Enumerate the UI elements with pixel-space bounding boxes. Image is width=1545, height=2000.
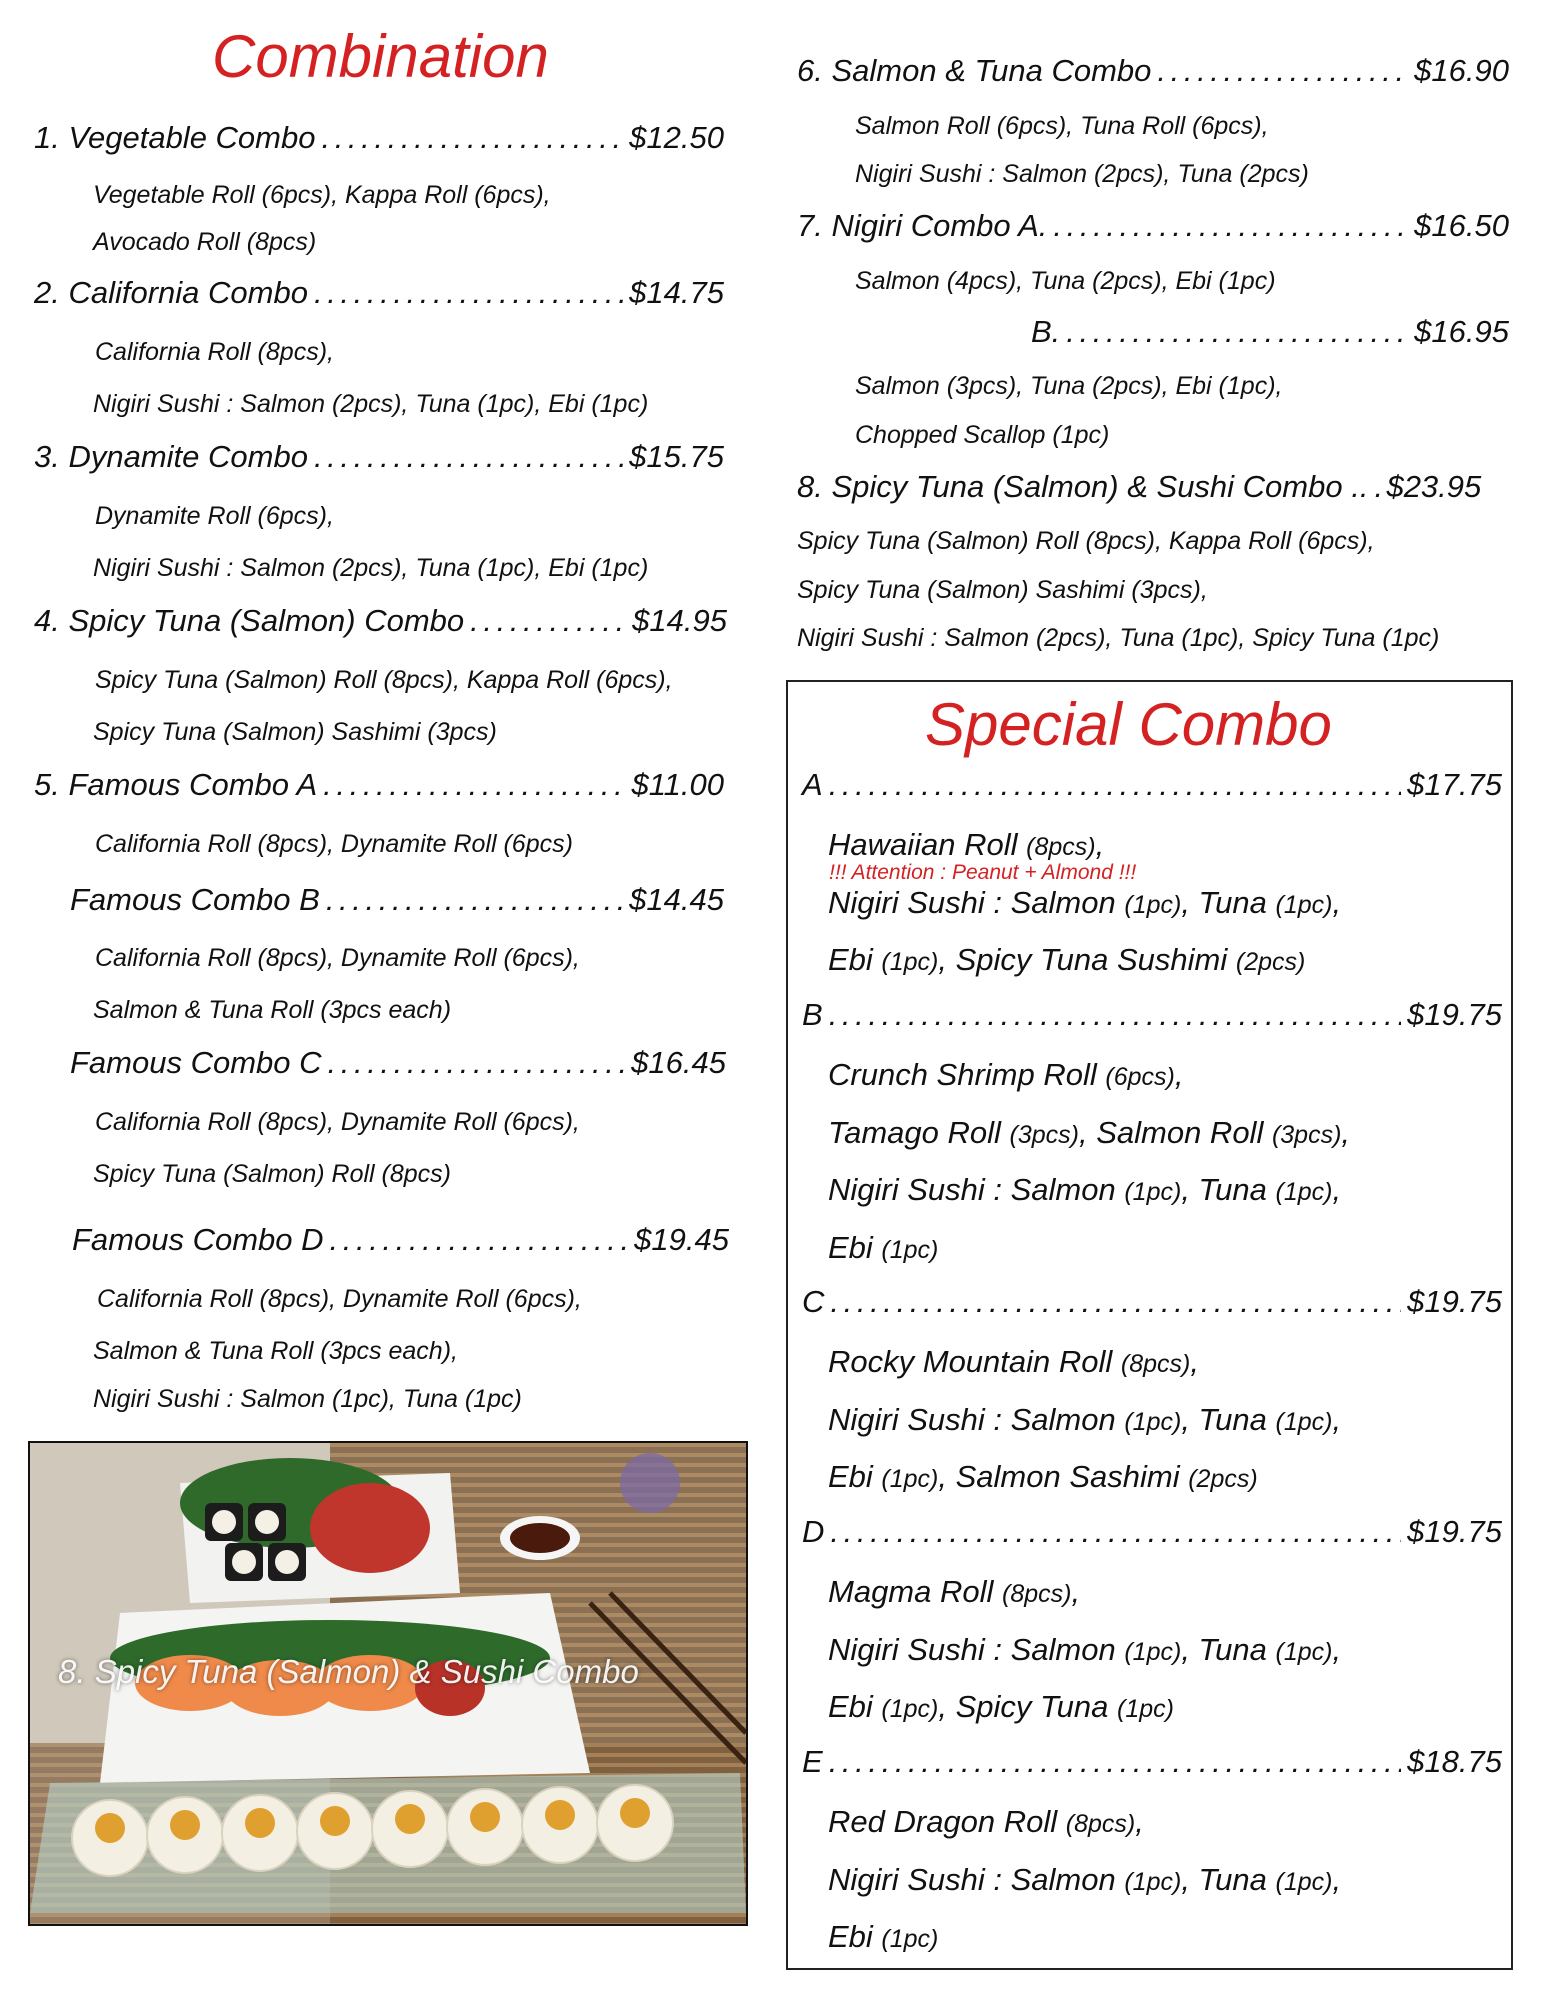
- item-name: 8. Spicy Tuna (Salmon) & Sushi Combo ..: [797, 469, 1369, 504]
- item-name: 6. Salmon & Tuna Combo: [797, 53, 1152, 88]
- item-description: Nigiri Sushi : Salmon (2pcs), Tuna (1pc), Spicy Tuna (1pc): [797, 624, 1440, 652]
- special-item-price: $19.75: [1407, 1514, 1502, 1549]
- item-name: 2. California Combo: [34, 275, 308, 310]
- item-text: ,: [1135, 1804, 1144, 1839]
- special-item-description: [828, 827, 1104, 863]
- item-price: $16.45: [631, 1045, 726, 1080]
- dot-leader: [321, 120, 623, 156]
- special-item-price: $19.75: [1407, 1284, 1502, 1319]
- allergy-warning: !!! Attention : Peanut + Almond !!!: [829, 861, 1137, 884]
- menu-item-dynamite-combo: [34, 439, 724, 475]
- special-item-price: $17.75: [1407, 767, 1502, 802]
- quantity-text: (1pc): [881, 948, 939, 976]
- quantity-text: (1pc): [1124, 1637, 1182, 1666]
- item-text: ,: [1190, 1344, 1199, 1379]
- item-text: , Salmon Roll: [1078, 1114, 1272, 1150]
- special-combo-title: Special Combo: [925, 691, 1332, 758]
- special-item-description: [828, 885, 1341, 921]
- menu-item-nigiri-combo-a: [797, 208, 1509, 244]
- dot-leader: [1066, 314, 1408, 350]
- item-description: Salmon & Tuna Roll (3pcs each),: [93, 1337, 458, 1365]
- item-text: ,: [1332, 1401, 1342, 1437]
- item-price: $14.45: [629, 882, 724, 917]
- quantity-text: (8pcs): [1065, 1810, 1136, 1838]
- special-item-description: [828, 1632, 1341, 1668]
- item-text: Ebi: [828, 1229, 882, 1265]
- item-description: California Roll (8pcs),: [95, 338, 334, 366]
- quantity-text: (8pcs): [1002, 1580, 1072, 1608]
- item-text: Red Dragon Roll: [828, 1804, 1066, 1839]
- dot-leader: [829, 1744, 1401, 1780]
- special-item-description: [828, 1172, 1341, 1208]
- special-item-description: [828, 1919, 938, 1955]
- item-description: Vegetable Roll (6pcs), Kappa Roll (6pcs),: [93, 181, 551, 209]
- item-text: , Tuna: [1181, 1631, 1276, 1667]
- item-description: Salmon Roll (6pcs), Tuna Roll (6pcs),: [855, 112, 1269, 140]
- item-description: Salmon & Tuna Roll (3pcs each): [93, 996, 452, 1024]
- item-description: California Roll (8pcs), Dynamite Roll (6pcs),: [95, 1108, 580, 1136]
- quantity-text: (1pc): [881, 1235, 939, 1264]
- quantity-text: (2pcs): [1235, 948, 1306, 976]
- item-name: 5. Famous Combo A: [34, 767, 318, 802]
- quantity-text: (8pcs): [1026, 833, 1096, 861]
- dot-leader: [829, 767, 1401, 803]
- special-item-letter: A: [802, 767, 823, 802]
- menu-item-salmon-tuna-combo: [797, 53, 1509, 89]
- item-text: , Salmon Sashimi: [938, 1459, 1189, 1494]
- dot-leader: [1053, 208, 1408, 244]
- quantity-text: (1pc): [1117, 1695, 1174, 1723]
- quantity-text: (1pc): [881, 1695, 939, 1723]
- item-price: $16.50: [1414, 208, 1509, 243]
- item-text: Rocky Mountain Roll: [828, 1344, 1121, 1379]
- item-text: , Tuna: [1181, 1172, 1276, 1207]
- special-item-letter: E: [802, 1744, 823, 1779]
- quantity-text: (3pcs): [1271, 1120, 1342, 1149]
- dot-leader: [1374, 469, 1380, 505]
- item-name: 1. Vegetable Combo: [34, 120, 316, 155]
- item-text: ,: [1071, 1574, 1081, 1609]
- item-description: Nigiri Sushi : Salmon (2pcs), Tuna (1pc), Ebi (1pc): [93, 390, 649, 418]
- item-price: $15.75: [629, 439, 724, 474]
- item-name: 7. Nigiri Combo A.: [797, 208, 1048, 243]
- special-item-description: [828, 1574, 1080, 1610]
- dot-leader: [314, 275, 623, 311]
- menu-item-famous-combo-d: [72, 1222, 729, 1258]
- item-description: Spicy Tuna (Salmon) Sashimi (3pcs),: [797, 576, 1208, 604]
- quantity-text: (1pc): [1124, 1407, 1182, 1436]
- quantity-text: (1pc): [1124, 1178, 1182, 1206]
- quantity-text: (3pcs): [1009, 1120, 1079, 1149]
- special-item-description: [828, 1862, 1341, 1898]
- special-item-description: [828, 1804, 1144, 1840]
- item-name: Famous Combo C: [70, 1045, 322, 1080]
- item-description: Spicy Tuna (Salmon) Roll (8pcs), Kappa Roll (6pcs),: [797, 527, 1375, 555]
- item-name: 4. Spicy Tuna (Salmon) Combo: [34, 603, 465, 638]
- special-item-description: [828, 1115, 1350, 1151]
- dot-leader: [326, 882, 623, 918]
- item-text: , Tuna: [1181, 1401, 1276, 1437]
- item-description: California Roll (8pcs), Dynamite Roll (6pcs): [95, 830, 573, 858]
- menu-item-spicy-tuna-sushi-combo: [797, 469, 1509, 505]
- item-text: Ebi: [828, 1919, 882, 1954]
- item-text: Hawaiian Roll: [828, 827, 1027, 862]
- quantity-text: (1pc): [1124, 1867, 1182, 1896]
- special-item-description: [828, 1230, 938, 1266]
- special-item-description: [828, 1344, 1199, 1380]
- dot-leader: [829, 997, 1401, 1033]
- special-item-d: [802, 1514, 1502, 1550]
- item-name: Famous Combo B: [70, 882, 320, 917]
- quantity-text: (1pc): [881, 1465, 939, 1493]
- quantity-text: (1pc): [1275, 1637, 1333, 1666]
- item-description: Chopped Scallop (1pc): [855, 421, 1110, 449]
- special-item-description: [828, 942, 1305, 978]
- item-text: Ebi: [828, 1459, 882, 1494]
- item-name: B.: [1031, 314, 1061, 349]
- special-item-description: [828, 1057, 1183, 1093]
- quantity-text: (8pcs): [1120, 1350, 1191, 1378]
- item-description: Avocado Roll (8pcs): [93, 228, 317, 256]
- item-text: Nigiri Sushi : Salmon: [828, 1631, 1125, 1667]
- item-text: ,: [1332, 884, 1342, 920]
- special-item-e: [802, 1744, 1502, 1780]
- menu-item-spicy-tuna-combo: [34, 603, 727, 639]
- quantity-text: (1pc): [881, 1925, 939, 1953]
- dot-leader: [830, 1284, 1401, 1320]
- item-description: Nigiri Sushi : Salmon (2pcs), Tuna (1pc), Ebi (1pc): [93, 554, 649, 582]
- dot-leader: [830, 1514, 1401, 1550]
- menu-item-california-combo: [34, 275, 724, 311]
- item-description: Nigiri Sushi : Salmon (1pc), Tuna (1pc): [93, 1385, 522, 1413]
- item-text: Nigiri Sushi : Salmon: [828, 1861, 1125, 1897]
- item-text: , Tuna: [1181, 884, 1276, 920]
- special-item-letter: C: [802, 1284, 825, 1319]
- item-description: Spicy Tuna (Salmon) Sashimi (3pcs): [93, 718, 497, 746]
- item-text: ,: [1332, 1631, 1342, 1667]
- item-price: $11.00: [631, 767, 724, 802]
- special-item-description: [828, 1402, 1341, 1438]
- special-item-description: [828, 1689, 1174, 1725]
- item-text: Ebi: [828, 1689, 882, 1724]
- combination-title: Combination: [212, 23, 549, 90]
- menu-item-famous-combo-a: [34, 767, 724, 803]
- dot-leader: [328, 1045, 626, 1081]
- item-text: ,: [1174, 1057, 1184, 1092]
- dot-leader: [314, 439, 623, 475]
- item-text: Ebi: [828, 942, 882, 977]
- item-text: , Spicy Tuna Sushimi: [938, 942, 1236, 977]
- item-price: $19.45: [634, 1222, 729, 1257]
- quantity-text: (1pc): [1275, 1407, 1333, 1436]
- quantity-text: (1pc): [1275, 1867, 1333, 1896]
- item-text: Magma Roll: [828, 1574, 1002, 1609]
- dot-leader: [1157, 53, 1408, 89]
- sushi-combo-photo: [28, 1441, 748, 1926]
- item-text: Nigiri Sushi : Salmon: [828, 1172, 1125, 1207]
- item-description: California Roll (8pcs), Dynamite Roll (6pcs),: [95, 944, 580, 972]
- special-item-letter: D: [802, 1514, 825, 1549]
- special-item-description: [828, 1459, 1258, 1495]
- quantity-text: (1pc): [1124, 890, 1182, 919]
- dot-leader: [323, 767, 625, 803]
- item-description: Salmon (4pcs), Tuna (2pcs), Ebi (1pc): [855, 267, 1276, 295]
- menu-item-vegetable-combo: [34, 120, 724, 156]
- item-text: ,: [1332, 1172, 1342, 1207]
- item-price: $14.95: [632, 603, 727, 638]
- item-description: Nigiri Sushi : Salmon (2pcs), Tuna (2pcs): [855, 160, 1309, 188]
- quantity-text: (6pcs): [1105, 1063, 1175, 1091]
- dot-leader: [330, 1222, 629, 1258]
- dot-leader: [470, 603, 626, 639]
- item-description: California Roll (8pcs), Dynamite Roll (6pcs),: [97, 1285, 582, 1313]
- menu-item-famous-combo-c: [70, 1045, 726, 1081]
- item-text: Nigiri Sushi : Salmon: [828, 884, 1125, 920]
- menu-item-nigiri-combo-b: [1031, 314, 1509, 350]
- item-text: Crunch Shrimp Roll: [828, 1057, 1106, 1092]
- photo-caption: 8. Spicy Tuna (Salmon) & Sushi Combo: [58, 1653, 639, 1690]
- item-description: Salmon (3pcs), Tuna (2pcs), Ebi (1pc),: [855, 372, 1283, 400]
- special-item-price: $19.75: [1407, 997, 1502, 1032]
- quantity-text: (1pc): [1275, 890, 1333, 919]
- item-text: ,: [1332, 1861, 1342, 1897]
- item-name: Famous Combo D: [72, 1222, 324, 1257]
- item-text: Tamago Roll: [828, 1114, 1010, 1150]
- item-price: $12.50: [629, 120, 724, 155]
- item-text: ,: [1095, 827, 1105, 862]
- item-price: $16.90: [1414, 53, 1509, 88]
- special-item-letter: B: [802, 997, 823, 1032]
- item-text: ,: [1341, 1114, 1351, 1150]
- special-item-b: [802, 997, 1502, 1033]
- item-text: Nigiri Sushi : Salmon: [828, 1401, 1125, 1437]
- item-text: , Spicy Tuna: [938, 1689, 1118, 1724]
- item-price: $16.95: [1414, 314, 1509, 349]
- item-text: , Tuna: [1181, 1861, 1276, 1897]
- item-description: Spicy Tuna (Salmon) Roll (8pcs), Kappa Roll (6pcs),: [95, 666, 673, 694]
- quantity-text: (1pc): [1275, 1178, 1333, 1206]
- special-item-a: [802, 767, 1502, 803]
- menu-item-famous-combo-b: [70, 882, 724, 918]
- quantity-text: (2pcs): [1188, 1465, 1258, 1493]
- item-price: $14.75: [629, 275, 724, 310]
- item-description: Dynamite Roll (6pcs),: [95, 502, 334, 530]
- item-price: $23.95: [1386, 469, 1482, 504]
- item-name: 3. Dynamite Combo: [34, 439, 308, 474]
- special-item-c: [802, 1284, 1502, 1320]
- item-description: Spicy Tuna (Salmon) Roll (8pcs): [93, 1160, 451, 1188]
- special-item-price: $18.75: [1407, 1744, 1502, 1779]
